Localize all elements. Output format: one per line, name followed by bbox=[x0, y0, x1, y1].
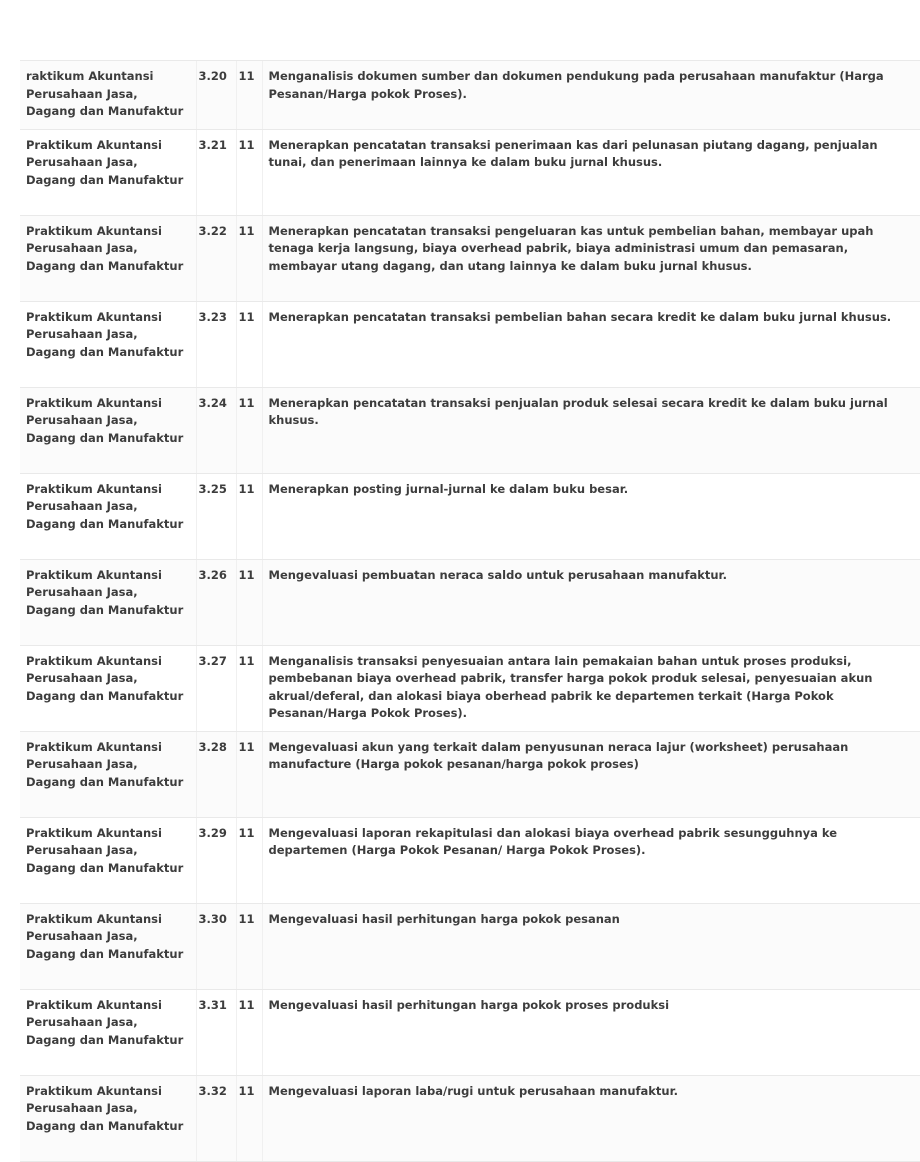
description-cell: Menganalisis transaksi penyesuaian antara lain pemakaian bahan untuk proses produksi, pembebanan biaya overhead pabrik, transfer harga pokok produk selesai, penyesuaian akun akrual/deferal, dan alokasi biaya oberhead pabrik ke departemen terkait (Harga Pokok Pesanan/Harga Pokok Proses). bbox=[262, 645, 920, 731]
grade-cell: 11 bbox=[236, 645, 262, 731]
code-cell: 3.24 bbox=[196, 387, 236, 473]
description-cell: Menganalisis dokumen sumber dan dokumen pendukung pada perusahaan manufaktur (Harga Pesanan/Harga pokok Proses). bbox=[262, 61, 920, 130]
grade-cell: 11 bbox=[236, 129, 262, 215]
description-cell: Mengevaluasi akun yang terkait dalam penyusunan neraca lajur (worksheet) perusahaan manufacture (Harga pokok pesanan/harga pokok proses) bbox=[262, 731, 920, 817]
table-row bbox=[20, 473, 920, 559]
code-cell: 3.30 bbox=[196, 903, 236, 989]
grade-cell: 11 bbox=[236, 387, 262, 473]
table-row bbox=[20, 215, 920, 301]
table-row bbox=[20, 645, 920, 731]
table-row bbox=[20, 731, 920, 817]
code-cell: 3.28 bbox=[196, 731, 236, 817]
code-cell: 3.20 bbox=[196, 61, 236, 130]
grade-cell: 11 bbox=[236, 989, 262, 1075]
subject-cell: Praktikum Akuntansi Perusahaan Jasa, Dagang dan Manufaktur bbox=[20, 473, 196, 559]
code-cell: 3.25 bbox=[196, 473, 236, 559]
description-cell: Menerapkan posting jurnal-jurnal ke dalam buku besar. bbox=[262, 473, 920, 559]
subject-cell: Praktikum Akuntansi Perusahaan Jasa, Dagang dan Manufaktur bbox=[20, 387, 196, 473]
subject-cell: Praktikum Akuntansi Perusahaan Jasa, Dagang dan Manufaktur bbox=[20, 1075, 196, 1161]
description-cell: Menerapkan pencatatan transaksi pembelian bahan secara kredit ke dalam buku jurnal khusus. bbox=[262, 301, 920, 387]
description-cell: Mengevaluasi hasil perhitungan harga pokok proses produksi bbox=[262, 989, 920, 1075]
table-row bbox=[20, 61, 920, 130]
description-cell: Menerapkan pencatatan transaksi pengeluaran kas untuk pembelian bahan, membayar upah tenaga kerja langsung, biaya overhead pabrik, biaya administrasi umum dan pemasaran, membayar utang dagang, dan utang lainnya ke dalam buku jurnal khusus. bbox=[262, 215, 920, 301]
subject-cell: Praktikum Akuntansi Perusahaan Jasa, Dagang dan Manufaktur bbox=[20, 989, 196, 1075]
code-cell: 3.29 bbox=[196, 817, 236, 903]
code-cell: 3.21 bbox=[196, 129, 236, 215]
subject-cell: Praktikum Akuntansi Perusahaan Jasa, Dagang dan Manufaktur bbox=[20, 817, 196, 903]
table-row bbox=[20, 903, 920, 989]
grade-cell: 11 bbox=[236, 817, 262, 903]
description-cell: Mengevaluasi laporan rekapitulasi dan alokasi biaya overhead pabrik sesungguhnya ke departemen (Harga Pokok Pesanan/ Harga Pokok Proses). bbox=[262, 817, 920, 903]
code-cell: 3.32 bbox=[196, 1075, 236, 1161]
grade-cell: 11 bbox=[236, 473, 262, 559]
table-row bbox=[20, 989, 920, 1075]
subject-cell: Praktikum Akuntansi Perusahaan Jasa, Dagang dan Manufaktur bbox=[20, 301, 196, 387]
table-row bbox=[20, 1075, 920, 1161]
description-cell: Menerapkan pencatatan transaksi penjualan produk selesai secara kredit ke dalam buku jurnal khusus. bbox=[262, 387, 920, 473]
table-row bbox=[20, 559, 920, 645]
code-cell: 3.27 bbox=[196, 645, 236, 731]
competency-table bbox=[20, 60, 920, 1162]
subject-cell: Praktikum Akuntansi Perusahaan Jasa, Dagang dan Manufaktur bbox=[20, 645, 196, 731]
grade-cell: 11 bbox=[236, 559, 262, 645]
subject-cell: Praktikum Akuntansi Perusahaan Jasa, Dagang dan Manufaktur bbox=[20, 215, 196, 301]
description-cell: Mengevaluasi pembuatan neraca saldo untuk perusahaan manufaktur. bbox=[262, 559, 920, 645]
grade-cell: 11 bbox=[236, 61, 262, 130]
code-cell: 3.22 bbox=[196, 215, 236, 301]
subject-cell: Praktikum Akuntansi Perusahaan Jasa, Dagang dan Manufaktur bbox=[20, 731, 196, 817]
description-cell: Mengevaluasi laporan laba/rugi untuk perusahaan manufaktur. bbox=[262, 1075, 920, 1161]
table-row bbox=[20, 129, 920, 215]
code-cell: 3.26 bbox=[196, 559, 236, 645]
subject-cell: Praktikum Akuntansi Perusahaan Jasa, Dagang dan Manufaktur bbox=[20, 129, 196, 215]
subject-cell: Praktikum Akuntansi Perusahaan Jasa, Dagang dan Manufaktur bbox=[20, 903, 196, 989]
grade-cell: 11 bbox=[236, 903, 262, 989]
table-row bbox=[20, 387, 920, 473]
grade-cell: 11 bbox=[236, 215, 262, 301]
table-row bbox=[20, 301, 920, 387]
subject-cell: Praktikum Akuntansi Perusahaan Jasa, Dagang dan Manufaktur bbox=[20, 559, 196, 645]
code-cell: 3.31 bbox=[196, 989, 236, 1075]
description-cell: Menerapkan pencatatan transaksi penerimaan kas dari pelunasan piutang dagang, penjualan tunai, dan penerimaan lainnya ke dalam buku jurnal khusus. bbox=[262, 129, 920, 215]
grade-cell: 11 bbox=[236, 731, 262, 817]
grade-cell: 11 bbox=[236, 301, 262, 387]
subject-cell: raktikum Akuntansi Perusahaan Jasa, Dagang dan Manufaktur bbox=[20, 61, 196, 130]
table-row bbox=[20, 817, 920, 903]
description-cell: Mengevaluasi hasil perhitungan harga pokok pesanan bbox=[262, 903, 920, 989]
code-cell: 3.23 bbox=[196, 301, 236, 387]
competency-table-body bbox=[20, 61, 920, 1162]
grade-cell: 11 bbox=[236, 1075, 262, 1161]
